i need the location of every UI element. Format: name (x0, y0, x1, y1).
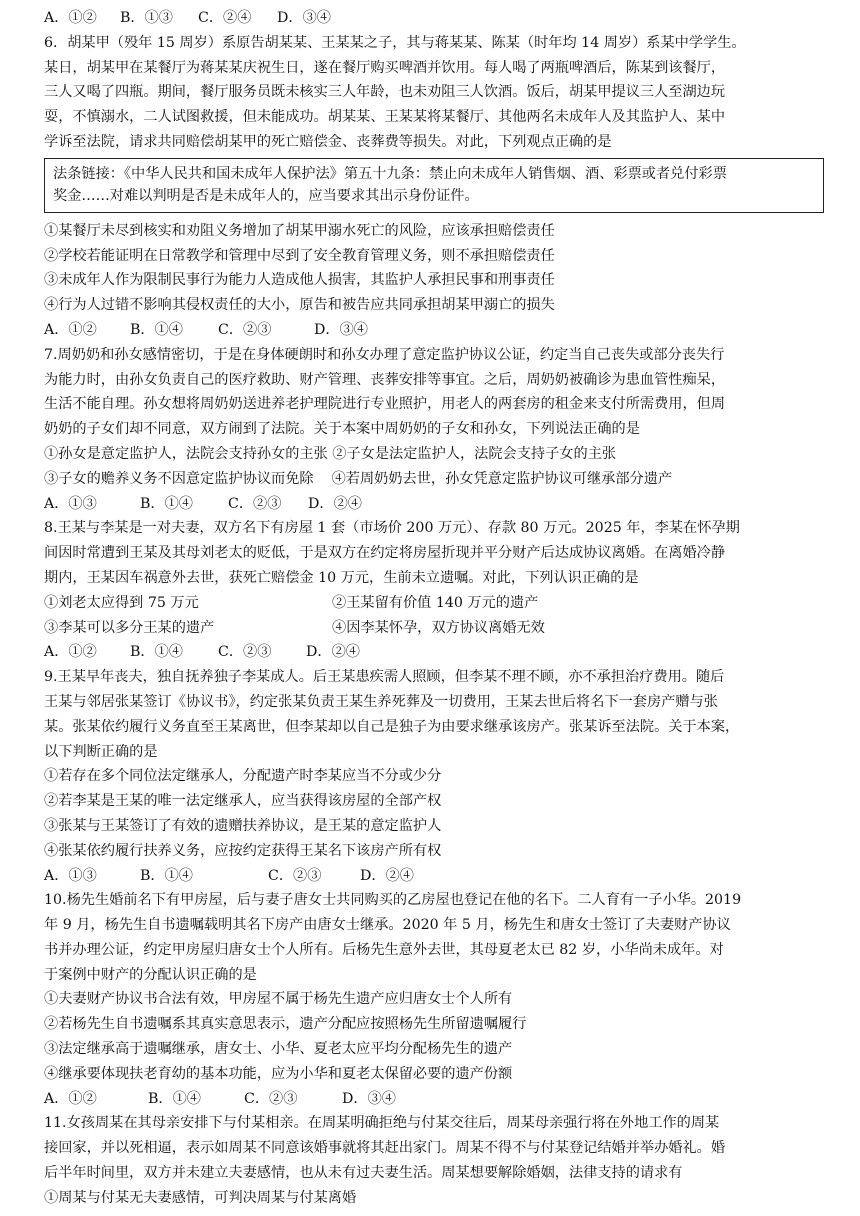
option-c: C．②③ (244, 1090, 298, 1107)
option-a: A．①② (44, 644, 97, 661)
option-d: D．②④ (308, 495, 362, 512)
q10-stem-line: 10.杨先生婚前名下有甲房屋，后与妻子唐女士共同购买的乙房屋也登记在他的名下。二人育有一子小华。2019 (44, 892, 742, 909)
option-c: C．②③ (268, 867, 322, 884)
q8-options (44, 640, 824, 665)
option-b: B．①④ (140, 867, 193, 884)
q7-stem-line: 奶奶的子女们却不同意，双方闹到了法院。关于本案中周奶奶的子女和孙女，下列说法正确的是 (44, 421, 640, 438)
q10-item: ③法定继承高于遗嘱继承，唐女士、小华、夏老太应平均分配杨先生的遗产 (44, 1041, 513, 1058)
option-c: C．②④ (198, 10, 252, 26)
q6-item: ②学校若能证明在日常教学和管理中尽到了安全教育管理义务，则不承担赔偿责任 (44, 247, 555, 264)
q6-stem-line: 学诉至法院，请求共同赔偿胡某甲的死亡赔偿金、丧葬费等损失。对此，下列观点正确的是 (44, 133, 612, 150)
q8-item: ④因李某怀孕，双方协议离婚无效 (332, 619, 545, 636)
question-9 (44, 665, 824, 888)
option-b: B．①④ (130, 321, 183, 338)
q7-options (44, 492, 824, 517)
q11-item: ①周某与付某无夫妻感情，可判决周某与付某离婚 (44, 1189, 357, 1206)
option-a: A．①② (44, 1090, 97, 1107)
q11-stem-line: 11.女孩周某在其母亲安排下与付某相亲。在周某明确拒绝与付某交往后，周某母亲强行将在外地工作的周某 (44, 1115, 720, 1132)
option-c: C．②③ (218, 321, 272, 338)
q8-item-row (44, 616, 824, 641)
q7-item: ①孙女是意定监护人，法院会支持孙女的主张 ②子女是法定监护人，法院会支持子女的主张 (44, 445, 617, 462)
option-a: A．①② (44, 10, 97, 26)
option-b: B．①④ (140, 495, 193, 512)
q10-stem-line: 年 9 月，杨先生自书遗嘱载明其名下房产由唐女士继承。2020 年 5 月，杨先生和唐女士签订了夫妻财产协议 (44, 917, 731, 934)
q8-stem-line: 间因时常遭到王某及其母刘老太的贬低，于是双方在约定将房屋折现并平分财产后达成协议离婚。在离婚冷静 (44, 545, 726, 562)
q10-item: ②若杨先生自书遗嘱系其真实意思表示，遗产分配应按照杨先生所留遗嘱履行 (44, 1016, 527, 1033)
law-link-line: 奖金……对难以判明是否是未成年人的，应当要求其出示身份证件。 (53, 187, 479, 204)
q8-item: ①刘老太应得到 75 万元 (44, 594, 199, 611)
option-d: D．③④ (314, 321, 368, 338)
q7-stem-line: 7.周奶奶和孙女感情密切，于是在身体硬朗时和孙女办理了意定监护协议公证，约定当自己丧失或部分丧失行 (44, 346, 725, 363)
option-a: A．①③ (44, 867, 97, 884)
law-link-box (44, 158, 824, 213)
q11-stem-line: 后半年时间里，双方并未建立夫妻感情，也从未有过夫妻生活。周某想要解除婚姻，法律支持的请求有 (44, 1165, 683, 1182)
q10-item: ④继承要体现扶老育幼的基本功能，应为小华和夏老太保留必要的遗产份额 (44, 1065, 513, 1082)
q6-item: ④行为人过错不影响其侵权责任的大小，原告和被告应共同承担胡某甲溺亡的损失 (44, 297, 555, 314)
q6-item: ①某餐厅未尽到核实和劝阻义务增加了胡某甲溺水死亡的风险，应该承担赔偿责任 (44, 222, 555, 239)
q6-stem-line: 某日，胡某甲在某餐厅为蒋某某庆祝生日，遂在餐厅购买啤酒并饮用。每人喝了两瓶啤酒后，陈某到该餐厅， (44, 59, 726, 76)
q8-item-row (44, 591, 824, 616)
q6-stem-line: 三人又喝了四瓶。期间，餐厅服务员既未核实三人年龄，也未劝阻三人饮酒。饭后，胡某甲提议三人至湖边玩 (44, 84, 726, 101)
option-a: A．①③ (44, 495, 97, 512)
option-a: A．①② (44, 321, 97, 338)
option-d: D．②④ (306, 644, 360, 661)
question-8 (44, 516, 824, 665)
q6-item: ③未成年人作为限制民事行为能力人造成他人损害，其监护人承担民事和刑事责任 (44, 272, 555, 289)
option-d: D．③④ (277, 10, 331, 26)
q8-item: ③李某可以多分王某的遗产 (44, 619, 215, 636)
q10-item: ①夫妻财产协议书合法有效，甲房屋不属于杨先生遗产应归唐女士个人所有 (44, 991, 513, 1008)
q9-item: ③张某与王某签订了有效的遗赠扶养协议，是王某的意定监护人 (44, 817, 442, 834)
exam-page (44, 6, 824, 1211)
question-10 (44, 888, 824, 1111)
q6-options (44, 318, 824, 343)
option-b: B．①③ (120, 10, 173, 26)
option-b: B．①④ (148, 1090, 201, 1107)
question-11 (44, 1111, 824, 1210)
question-6 (44, 31, 824, 343)
q10-options (44, 1087, 824, 1112)
q6-stem-line: 耍，不慎溺水，二人试图救援，但未能成功。胡某某、王某某将某餐厅、其他两名未成年人及其监护人、某中 (44, 109, 726, 126)
q8-item: ②王某留有价值 140 万元的遗产 (332, 594, 539, 611)
option-c: C．②③ (228, 495, 282, 512)
q5-options (44, 6, 824, 31)
q9-stem-line: 9.王某早年丧夫，独自抚养独子李某成人。后王某患疾需人照顾，但李某不理不顾，亦不承担治疗费用。随后 (44, 669, 725, 686)
q9-item: ④张某依约履行扶养义务，应按约定获得王某名下该房产所有权 (44, 842, 442, 859)
q7-stem-line: 为能力时，由孙女负责自己的医疗救助、财产管理、丧葬安排等事宜。之后，周奶奶被确诊为患血管性痴呆， (44, 371, 726, 388)
q8-stem-line: 期内，王某因车祸意外去世，获死亡赔偿金 10 万元，生前未立遗嘱。对此，下列认识正确的是 (44, 569, 639, 586)
q7-stem-line: 生活不能自理。孙女想将周奶奶送进养老护理院进行专业照护，用老人的两套房的租金来支付所需费用，但周 (44, 396, 726, 413)
q10-stem-line: 书并办理公证，约定甲房屋归唐女士个人所有。后杨先生意外去世，其母夏老太已 82 岁，小华尚未成年。对 (44, 941, 724, 958)
q8-stem-line: 8.王某与李某是一对夫妻，双方名下有房屋 1 套（市场价 200 万元）、存款 80 万元。2025 年，李某在怀孕期 (44, 520, 740, 537)
q6-stem-line: 6．胡某甲（殁年 15 周岁）系原告胡某某、王某某之子，其与蒋某某、陈某（时年均 14 周岁）系某中学学生。 (44, 34, 746, 51)
q9-stem-line: 某。张某依约履行义务直至王某离世，但李某却以自己是独子为由要求继承该房产。张某诉至法院。关于本案， (44, 718, 740, 735)
q7-item: ③子女的赡养义务不因意定监护协议而免除 ④若周奶奶去世，孙女凭意定监护协议可继承部分遗产 (44, 470, 673, 487)
q9-stem-line: 以下判断正确的是 (44, 743, 158, 760)
q11-stem-line: 接回家，并以死相逼，表示如周某不同意该婚事就将其赶出家门。周某不得不与付某登记结婚并举办婚礼。婚 (44, 1140, 726, 1157)
q9-options (44, 864, 824, 889)
q9-item: ①若存在多个同位法定继承人，分配遗产时李某应当不分或少分 (44, 768, 442, 785)
q10-stem-line: 于案例中财产的分配认识正确的是 (44, 966, 257, 983)
q9-stem-line: 王某与邻居张某签订《协议书》，约定张某负责王某生养死葬及一切费用，王某去世后将名下一套房产赠与张 (44, 693, 718, 710)
q9-item: ②若李某是王某的唯一法定继承人，应当获得该房屋的全部产权 (44, 793, 442, 810)
option-d: D．③④ (342, 1090, 396, 1107)
option-c: C．②③ (218, 644, 272, 661)
law-link-line: 法条链接：《中华人民共和国未成年人保护法》第五十九条：禁止向未成年人销售烟、酒、彩票或者兑付彩票 (53, 165, 727, 182)
option-b: B．①④ (130, 644, 183, 661)
question-7 (44, 343, 824, 517)
option-d: D．②④ (360, 867, 414, 884)
